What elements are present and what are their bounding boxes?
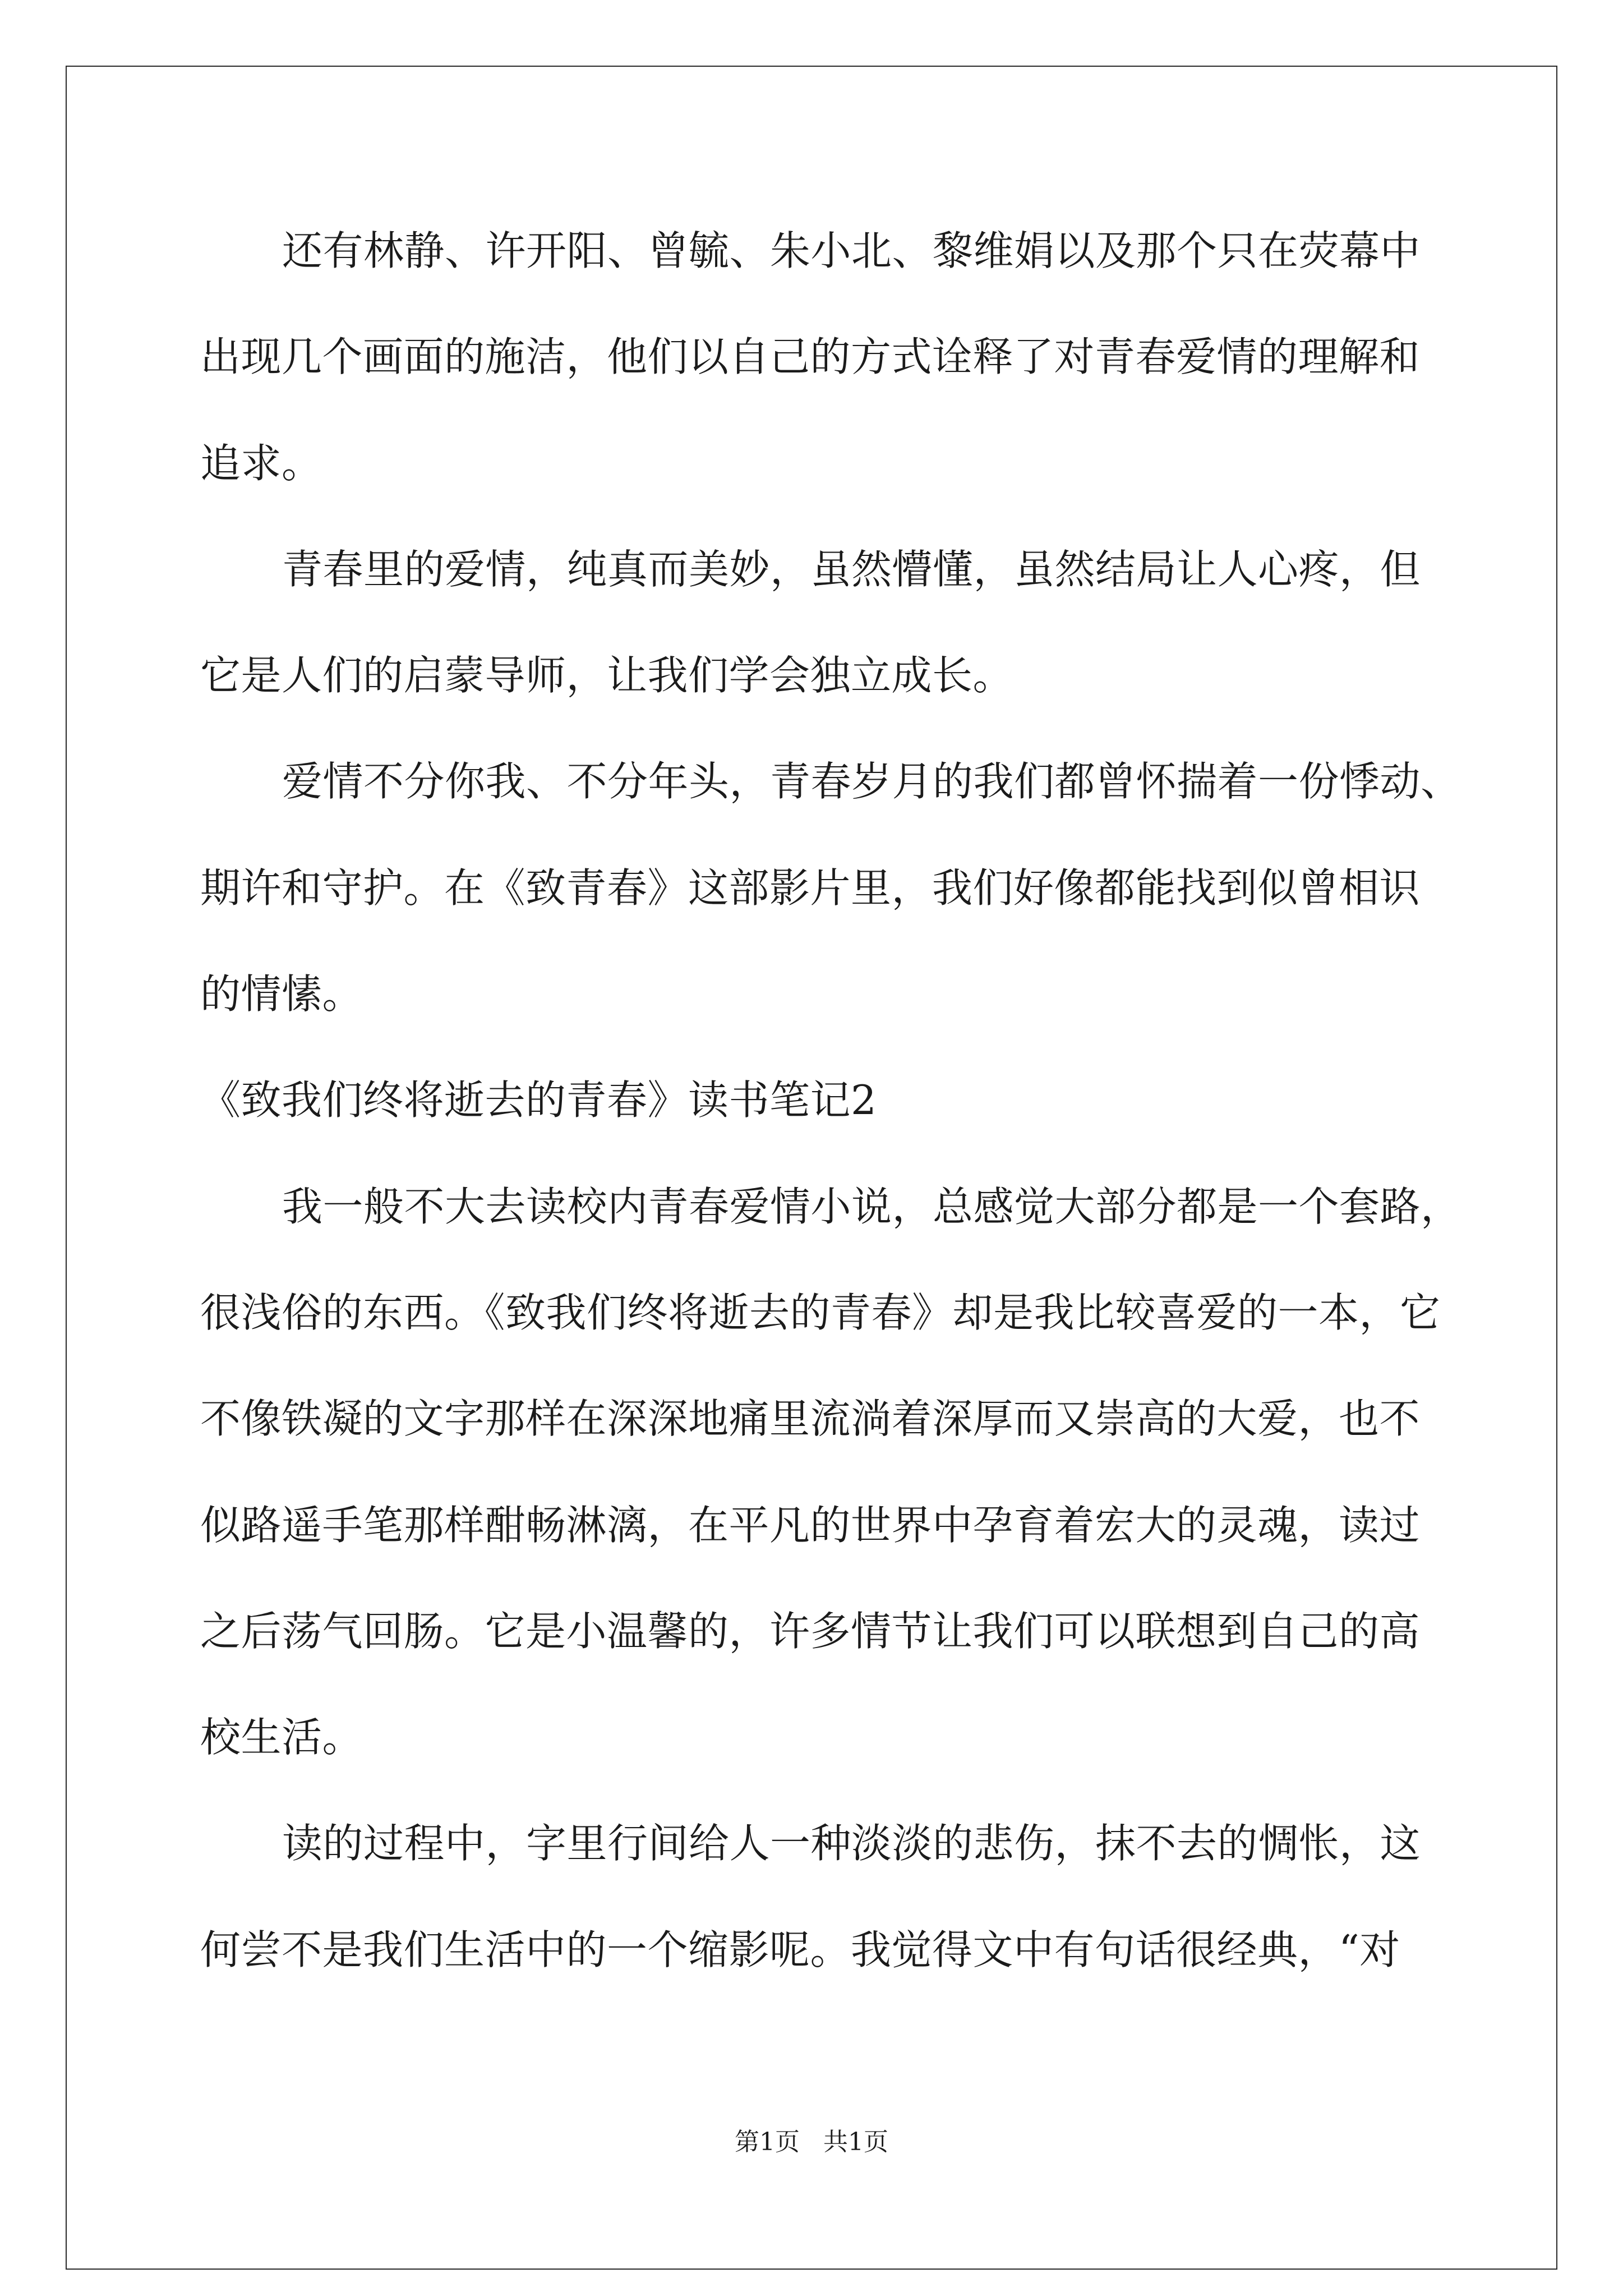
paragraph-line: 似路遥手笔那样酣畅淋漓，在平凡的世界中孕育着宏大的灵魂，读过 <box>200 1501 1421 1549</box>
paragraph <box>200 198 1535 517</box>
document-body <box>200 198 1535 2003</box>
paragraph-line: 读的过程中，字里行间给人一种淡淡的悲伤，抹不去的惆怅，这 <box>282 1820 1421 1867</box>
section-heading: 《致我们终将逝去的青春》读书笔记2 <box>200 1076 877 1124</box>
paragraph <box>200 1791 1535 2003</box>
paragraph <box>200 729 1535 1047</box>
paragraph-line: 期许和守护。在《致青春》这部影片里，我们好像都能找到似曾相识 <box>200 864 1421 912</box>
paragraph-line: 何尝不是我们生活中的一个缩影呢。我觉得文中有句话很经典，“对 <box>200 1926 1400 1973</box>
page-footer <box>0 2125 1623 2159</box>
page-count: 共1页 <box>823 2128 888 2156</box>
paragraph-line: 还有林静、许开阳、曾毓、朱小北、黎维娟以及那个只在荧幕中 <box>282 227 1421 274</box>
paragraph-line: 青春里的爱情，纯真而美妙，虽然懵懂，虽然结局让人心疼，但 <box>282 545 1421 593</box>
paragraph-line: 我一般不大去读校内青春爱情小说，总感觉大部分都是一个套路， <box>282 1182 1461 1230</box>
paragraph-line: 之后荡气回肠。它是小温馨的，许多情节让我们可以联想到自己的高 <box>200 1607 1421 1655</box>
paragraph <box>200 517 1535 729</box>
paragraph-line: 追求。 <box>200 439 322 487</box>
paragraph-line: 不像铁凝的文字那样在深深地痛里流淌着深厚而又崇高的大爱，也不 <box>200 1395 1421 1443</box>
page-number: 第1页 <box>735 2128 800 2156</box>
paragraph <box>200 1154 1535 1791</box>
paragraph-line: 爱情不分你我、不分年头，青春岁月的我们都曾怀揣着一份悸动、 <box>282 758 1461 806</box>
paragraph-line: 它是人们的启蒙导师，让我们学会独立成长。 <box>200 652 1014 700</box>
paragraph-line: 很浅俗的东西。《致我们终将逝去的青春》却是我比较喜爱的一本，它 <box>200 1289 1441 1336</box>
paragraph-line: 校生活。 <box>200 1714 363 1761</box>
paragraph-line: 的情愫。 <box>200 970 363 1018</box>
paragraph-line: 出现几个画面的施洁，他们以自己的方式诠释了对青春爱情的理解和 <box>200 333 1421 381</box>
